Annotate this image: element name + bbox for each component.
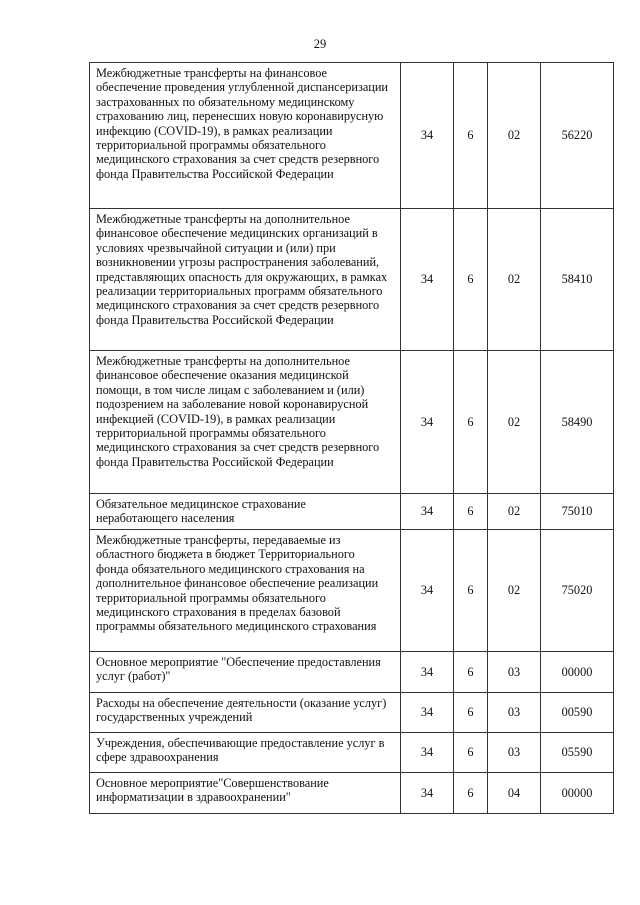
description-line: инфекцией (COVID-19), в рамках реализации: [96, 411, 336, 426]
code-cell: 6: [454, 733, 488, 773]
description-line: территориальной программы обязательного: [96, 138, 326, 153]
code-cell: 6: [454, 494, 488, 530]
description-line: медицинского страхования в пределах базовой: [96, 605, 341, 620]
page-number: 29: [313, 37, 327, 51]
code-cell: 03: [488, 693, 541, 733]
description-line: обеспечение проведения углубленной диспансеризации: [96, 80, 389, 95]
code-cell: 34: [401, 63, 454, 209]
table-row: [90, 351, 614, 494]
description-line: государственных учреждений: [96, 710, 253, 725]
description-line: застрахованных по обязательному медицинскому: [96, 94, 355, 109]
description-line: территориальной программы обязательного: [96, 590, 326, 605]
description-line: фонда Правительства Российской Федерации: [96, 312, 334, 327]
table-row: [90, 652, 614, 693]
description-line: Межбюджетные трансферты на финансовое: [96, 66, 327, 80]
description-line: финансовое обеспечение оказания медицинской: [96, 368, 349, 383]
code-cell: 6: [454, 693, 488, 733]
code-cell: 02: [488, 530, 541, 652]
code-cell: 34: [401, 693, 454, 733]
table-row: [90, 773, 614, 814]
description-line: фонда Правительства Российской Федерации: [96, 166, 334, 181]
code-cell: 34: [401, 733, 454, 773]
table-row: [90, 63, 614, 209]
description-line: сфере здравоохранения: [96, 750, 219, 765]
description-line: представляющих опасность для окружающих, в рамках: [96, 269, 388, 284]
description-line: возникновении угрозы распространения заболеваний,: [96, 255, 380, 270]
description-line: Расходы на обеспечение деятельности (оказание услуг): [96, 696, 387, 710]
code-cell: 6: [454, 530, 488, 652]
code-cell: 34: [401, 494, 454, 530]
code-cell: 00000: [541, 773, 614, 814]
description-line: информатизации в здравоохранении": [96, 790, 291, 805]
table-row: [90, 530, 614, 652]
description-line: Межбюджетные трансферты на дополнительное: [96, 212, 350, 226]
description-line: Межбюджетные трансферты, передаваемые из: [96, 533, 341, 547]
description-line: помощи, в том числе лицам с заболеванием и (или): [96, 382, 365, 397]
description-line: Основное мероприятие "Обеспечение предоставления: [96, 655, 381, 669]
code-cell: 58490: [541, 351, 614, 494]
row-description: [90, 530, 401, 652]
code-cell: 6: [454, 63, 488, 209]
code-cell: 00000: [541, 652, 614, 693]
row-description: [90, 733, 401, 773]
description-line: Обязательное медицинское страхование: [96, 497, 306, 511]
description-line: медицинского страхования за счет средств резервного: [96, 440, 380, 455]
description-line: финансовое обеспечение медицинских организаций в: [96, 226, 378, 241]
description-line: Учреждения, обеспечивающие предоставление услуг в: [96, 736, 385, 750]
code-cell: 03: [488, 652, 541, 693]
table-row: [90, 693, 614, 733]
code-cell: 05590: [541, 733, 614, 773]
code-cell: 02: [488, 209, 541, 351]
budget-classification-table: [89, 62, 614, 814]
row-description: [90, 773, 401, 814]
description-line: реализации территориальных программ обязательного: [96, 284, 383, 299]
code-cell: 75010: [541, 494, 614, 530]
code-cell: 00590: [541, 693, 614, 733]
code-cell: 02: [488, 351, 541, 494]
code-cell: 6: [454, 652, 488, 693]
code-cell: 75020: [541, 530, 614, 652]
code-cell: 6: [454, 351, 488, 494]
code-cell: 6: [454, 773, 488, 814]
description-line: неработающего населения: [96, 511, 235, 526]
description-line: фонда Правительства Российской Федерации: [96, 454, 334, 469]
description-line: дополнительное финансовое обеспечение реализации: [96, 576, 379, 591]
row-description: [90, 494, 401, 530]
code-cell: 34: [401, 530, 454, 652]
code-cell: 34: [401, 351, 454, 494]
code-cell: 34: [401, 652, 454, 693]
row-description: [90, 652, 401, 693]
code-cell: 02: [488, 494, 541, 530]
description-line: страхованию лиц, перенесших новую коронавирусную: [96, 109, 384, 124]
row-description: [90, 351, 401, 494]
description-line: территориальной программы обязательного: [96, 426, 326, 441]
description-line: инфекцию (COVID-19), в рамках реализации: [96, 123, 333, 138]
table-row: [90, 733, 614, 773]
description-line: Основное мероприятие"Совершенствование: [96, 776, 329, 790]
row-description: [90, 693, 401, 733]
description-line: подозрением на заболевание новой коронавирусной: [96, 397, 369, 412]
code-cell: 56220: [541, 63, 614, 209]
row-description: [90, 209, 401, 351]
description-line: программы обязательного медицинского страхования: [96, 619, 377, 634]
description-line: услуг (работ)": [96, 669, 171, 684]
code-cell: 34: [401, 773, 454, 814]
table-row: [90, 494, 614, 530]
description-line: Межбюджетные трансферты на дополнительное: [96, 354, 350, 368]
description-line: медицинского страхования за счет средств резервного: [96, 298, 380, 313]
description-line: медицинского страхования за счет средств резервного: [96, 152, 380, 167]
code-cell: 58410: [541, 209, 614, 351]
description-line: фонда обязательного медицинского страхования на: [96, 561, 365, 576]
code-cell: 03: [488, 733, 541, 773]
code-cell: 34: [401, 209, 454, 351]
code-cell: 04: [488, 773, 541, 814]
description-line: условиях чрезвычайной ситуации и (или) при: [96, 240, 336, 255]
table-row: [90, 209, 614, 351]
code-cell: 6: [454, 209, 488, 351]
description-line: областного бюджета в бюджет Территориального: [96, 547, 355, 562]
code-cell: 02: [488, 63, 541, 209]
row-description: [90, 63, 401, 209]
